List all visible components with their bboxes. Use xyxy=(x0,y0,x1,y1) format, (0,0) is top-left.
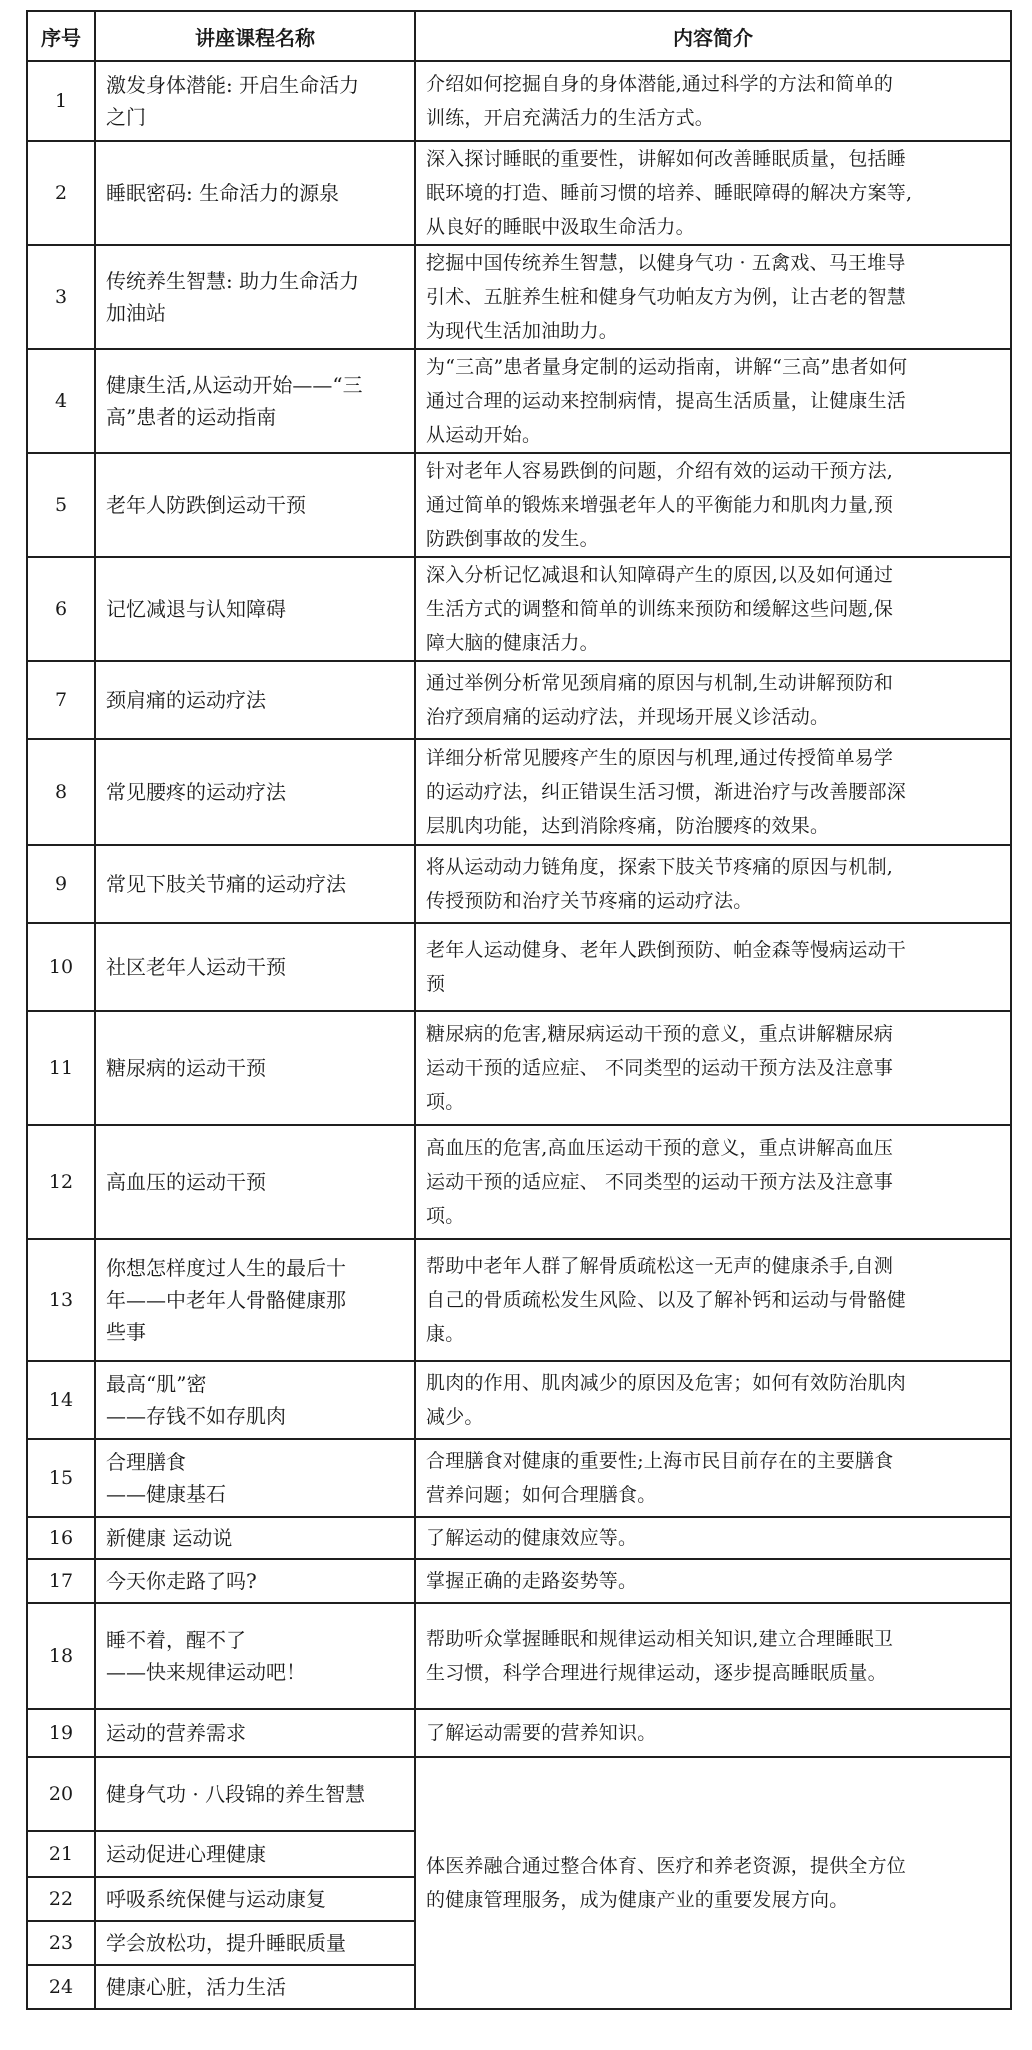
course-name xyxy=(95,1603,415,1709)
table-row xyxy=(27,141,1011,245)
course-name xyxy=(95,1831,415,1877)
course-summary-line: 防跌倒事故的发生。 xyxy=(426,528,599,550)
course-summary xyxy=(415,1361,1011,1439)
table-row xyxy=(27,1439,1011,1517)
row-number: 23 xyxy=(27,1921,95,1965)
course-summary-line: 深入分析记忆减退和认知障碍产生的原因,以及如何通过 xyxy=(426,564,894,586)
course-summary-line: 自己的骨质疏松发生风险、以及了解补钙和运动与骨骼健 xyxy=(426,1289,907,1311)
row-number: 2 xyxy=(27,141,95,245)
row-number: 19 xyxy=(27,1709,95,1757)
row-number: 18 xyxy=(27,1603,95,1709)
course-summary-line: 的健康管理服务，成为健康产业的重要发展方向。 xyxy=(426,1889,849,1911)
course-summary xyxy=(415,1603,1011,1709)
course-summary-line: 从运动开始。 xyxy=(426,424,542,446)
course-name-line: 运动的营养需求 xyxy=(106,1721,246,1745)
course-summary-line: 预 xyxy=(426,973,446,995)
course-name xyxy=(95,1125,415,1239)
course-summary-line: 了解运动需要的营养知识。 xyxy=(426,1722,657,1744)
course-name-line: 常见下肢关节痛的运动疗法 xyxy=(106,872,346,896)
table-row xyxy=(27,739,1011,845)
course-summary-line: 训练，开启充满活力的生活方式。 xyxy=(426,107,715,129)
course-summary xyxy=(415,141,1011,245)
course-name-line: 学会放松功，提升睡眠质量 xyxy=(106,1931,346,1955)
course-summary-line: 合理膳食对健康的重要性;上海市民目前存在的主要膳食 xyxy=(426,1450,894,1472)
course-summary-line: 介绍如何挖掘自身的身体潜能,通过科学的方法和简单的 xyxy=(426,73,894,95)
course-name-line: 老年人防跌倒运动干预 xyxy=(106,493,306,517)
course-summary-line: 为现代生活加油助力。 xyxy=(426,320,619,342)
course-name xyxy=(95,1709,415,1757)
table-header-row xyxy=(27,11,1011,61)
course-summary-line: 项。 xyxy=(426,1205,465,1227)
row-number: 16 xyxy=(27,1517,95,1559)
course-summary-line: 引术、五脏养生桩和健身气功帕友方为例，让古老的智慧 xyxy=(426,286,907,308)
course-summary-line: 项。 xyxy=(426,1091,465,1113)
table-row xyxy=(27,61,1011,141)
course-name-line: 睡不着，醒不了 xyxy=(106,1628,246,1652)
course-name xyxy=(95,1877,415,1921)
course-name xyxy=(95,1965,415,2009)
course-summary-line: 营养问题；如何合理膳食。 xyxy=(426,1484,657,1506)
course-name xyxy=(95,557,415,661)
course-name xyxy=(95,923,415,1011)
course-summary xyxy=(415,923,1011,1011)
table-row xyxy=(27,1361,1011,1439)
course-summary-line: 眠环境的打造、睡前习惯的培养、睡眠障碍的解决方案等, xyxy=(426,182,913,204)
row-number: 21 xyxy=(27,1831,95,1877)
header-content-summary: 内容简介 xyxy=(415,11,1011,61)
course-summary xyxy=(415,1125,1011,1239)
course-summary-line: 详细分析常见腰疼产生的原因与机理,通过传授简单易学 xyxy=(426,747,894,769)
course-summary-line: 康。 xyxy=(426,1323,465,1345)
course-name-line: 健康生活,从运动开始——“三 xyxy=(106,373,363,397)
course-summary-line: 掌握正确的走路姿势等。 xyxy=(426,1570,638,1592)
course-name-line: 传统养生智慧: 助力生命活力 xyxy=(106,269,360,293)
course-summary xyxy=(415,1517,1011,1559)
table-row xyxy=(27,923,1011,1011)
course-summary-line: 老年人运动健身、老年人跌倒预防、帕金森等慢病运动干 xyxy=(426,939,907,961)
table-row xyxy=(27,557,1011,661)
course-name-line: 颈肩痛的运动疗法 xyxy=(106,688,266,712)
row-number: 5 xyxy=(27,453,95,557)
row-number: 3 xyxy=(27,245,95,349)
course-name xyxy=(95,1361,415,1439)
course-summary xyxy=(415,845,1011,923)
course-summary xyxy=(415,349,1011,453)
course-name-line: 最高“肌”密 xyxy=(106,1372,207,1396)
course-summary-line: 运动干预的适应症、 不同类型的运动干预方法及注意事 xyxy=(426,1057,894,1079)
row-number: 24 xyxy=(27,1965,95,2009)
course-name xyxy=(95,1757,415,1831)
course-summary-line: 帮助中老年人群了解骨质疏松这一无声的健康杀手,自测 xyxy=(426,1255,894,1277)
course-summary-line: 减少。 xyxy=(426,1406,484,1428)
course-name-line: 健康心脏，活力生活 xyxy=(106,1975,286,1999)
table-row xyxy=(27,1125,1011,1239)
course-summary xyxy=(415,1011,1011,1125)
course-name-line: 睡眠密码: 生命活力的源泉 xyxy=(106,181,340,205)
row-number: 10 xyxy=(27,923,95,1011)
course-name-line: 呼吸系统保健与运动康复 xyxy=(106,1887,326,1911)
course-name-line: 糖尿病的运动干预 xyxy=(106,1056,266,1080)
table-row xyxy=(27,1603,1011,1709)
course-name xyxy=(95,453,415,557)
course-name-line: 激发身体潜能: 开启生命活力 xyxy=(106,73,360,97)
row-number: 4 xyxy=(27,349,95,453)
course-name-line: 之门 xyxy=(106,105,146,129)
course-name-line: 今天你走路了吗? xyxy=(106,1569,257,1593)
row-number: 22 xyxy=(27,1877,95,1921)
course-summary xyxy=(415,1709,1011,1757)
course-name-line: ——存钱不如存肌肉 xyxy=(106,1404,286,1428)
course-summary-line: 通过举例分析常见颈肩痛的原因与机制,生动讲解预防和 xyxy=(426,672,894,694)
table-row xyxy=(27,245,1011,349)
table-row xyxy=(27,845,1011,923)
course-summary-line: 为“三高”患者量身定制的运动指南，讲解“三高”患者如何 xyxy=(426,356,908,378)
course-name xyxy=(95,1439,415,1517)
course-summary xyxy=(415,557,1011,661)
table-row xyxy=(27,453,1011,557)
course-name-line: 年——中老年人骨骼健康那 xyxy=(106,1288,346,1312)
table-row xyxy=(27,1757,1011,1831)
course-summary-line: 深入探讨睡眠的重要性，讲解如何改善睡眠质量，包括睡 xyxy=(426,148,907,170)
course-summary xyxy=(415,1239,1011,1361)
course-name xyxy=(95,245,415,349)
row-number: 11 xyxy=(27,1011,95,1125)
course-summary-line: 通过合理的运动来控制病情，提高生活质量，让健康生活 xyxy=(426,390,907,412)
table-row xyxy=(27,1709,1011,1757)
course-summary-line: 生活方式的调整和简单的训练来预防和缓解这些问题,保 xyxy=(426,598,894,620)
course-name-line: 运动促进心理健康 xyxy=(106,1842,266,1866)
course-summary-line: 传授预防和治疗关节疼痛的运动疗法。 xyxy=(426,890,753,912)
course-summary-line: 糖尿病的危害,糖尿病运动干预的意义，重点讲解糖尿病 xyxy=(426,1023,894,1045)
course-name-line: 你想怎样度过人生的最后十 xyxy=(106,1256,346,1280)
course-name-line: 社区老年人运动干预 xyxy=(106,955,286,979)
course-summary-line: 运动干预的适应症、 不同类型的运动干预方法及注意事 xyxy=(426,1171,894,1193)
course-summary xyxy=(415,61,1011,141)
table-row xyxy=(27,349,1011,453)
course-summary-line: 体医养融合通过整合体育、医疗和养老资源，提供全方位 xyxy=(426,1855,907,1877)
header-course-name: 讲座课程名称 xyxy=(95,11,415,61)
course-name-line: 加油站 xyxy=(106,301,166,325)
header-number: 序号 xyxy=(27,11,95,61)
course-summary-line: 治疗颈肩痛的运动疗法，并现场开展义诊活动。 xyxy=(426,706,830,728)
row-number: 6 xyxy=(27,557,95,661)
course-name xyxy=(95,739,415,845)
course-summary xyxy=(415,739,1011,845)
course-summary-line: 障大脑的健康活力。 xyxy=(426,632,599,654)
course-summary xyxy=(415,1559,1011,1603)
course-name xyxy=(95,349,415,453)
course-summary-line: 肌肉的作用、肌肉减少的原因及危害；如何有效防治肌肉 xyxy=(426,1372,907,1394)
course-name-line: 记忆减退与认知障碍 xyxy=(106,597,286,621)
course-name-line: 健身气功 · 八段锦的养生智慧 xyxy=(106,1782,366,1806)
course-name xyxy=(95,1011,415,1125)
course-name-line: 高血压的运动干预 xyxy=(106,1170,266,1194)
course-summary-line: 层肌肉功能，达到消除疼痛，防治腰疼的效果。 xyxy=(426,815,830,837)
row-number: 12 xyxy=(27,1125,95,1239)
course-summary-line: 生习惯，科学合理进行规律运动，逐步提高睡眠质量。 xyxy=(426,1662,887,1684)
lecture-course-table xyxy=(26,10,1012,2010)
course-summary xyxy=(415,453,1011,557)
course-summary-line: 挖掘中国传统养生智慧，以健身气功 · 五禽戏、马王堆导 xyxy=(426,252,906,274)
course-summary-line: 的运动疗法，纠正错误生活习惯，渐进治疗与改善腰部深 xyxy=(426,781,907,803)
row-number: 7 xyxy=(27,661,95,739)
row-number: 17 xyxy=(27,1559,95,1603)
course-name xyxy=(95,1559,415,1603)
course-summary-line: 针对老年人容易跌倒的问题，介绍有效的运动干预方法, xyxy=(426,460,894,482)
course-name xyxy=(95,141,415,245)
table-body xyxy=(27,61,1011,2009)
table-row xyxy=(27,1239,1011,1361)
row-number: 13 xyxy=(27,1239,95,1361)
course-name-line: 新健康 运动说 xyxy=(106,1526,233,1550)
course-name-line: 些事 xyxy=(106,1320,146,1344)
table-row xyxy=(27,1559,1011,1603)
course-summary-line: 了解运动的健康效应等。 xyxy=(426,1527,638,1549)
course-name xyxy=(95,1921,415,1965)
row-number: 8 xyxy=(27,739,95,845)
course-name-line: ——健康基石 xyxy=(106,1482,226,1506)
row-number: 15 xyxy=(27,1439,95,1517)
row-number: 9 xyxy=(27,845,95,923)
course-name-line: ——快来规律运动吧！ xyxy=(106,1660,306,1684)
course-name xyxy=(95,61,415,141)
course-summary-line: 将从运动动力链角度，探索下肢关节疼痛的原因与机制, xyxy=(426,856,894,878)
course-summary-line: 通过简单的锻炼来增强老年人的平衡能力和肌肉力量,预 xyxy=(426,494,894,516)
course-name xyxy=(95,845,415,923)
course-name-line: 合理膳食 xyxy=(106,1450,186,1474)
course-name xyxy=(95,661,415,739)
course-name xyxy=(95,1517,415,1559)
course-name-line: 高”患者的运动指南 xyxy=(106,405,277,429)
course-name xyxy=(95,1239,415,1361)
table-row xyxy=(27,1517,1011,1559)
course-summary xyxy=(415,661,1011,739)
table-row xyxy=(27,661,1011,739)
table-row xyxy=(27,1011,1011,1125)
row-number: 14 xyxy=(27,1361,95,1439)
course-summary-line: 从良好的睡眠中汲取生命活力。 xyxy=(426,216,695,238)
course-summary xyxy=(415,1439,1011,1517)
course-summary-line: 帮助听众掌握睡眠和规律运动相关知识,建立合理睡眠卫 xyxy=(426,1628,894,1650)
row-number: 20 xyxy=(27,1757,95,1831)
course-name-line: 常见腰疼的运动疗法 xyxy=(106,780,286,804)
shared-course-summary xyxy=(415,1757,1011,2009)
course-summary xyxy=(415,245,1011,349)
row-number: 1 xyxy=(27,61,95,141)
course-summary-line: 高血压的危害,高血压运动干预的意义，重点讲解高血压 xyxy=(426,1137,894,1159)
